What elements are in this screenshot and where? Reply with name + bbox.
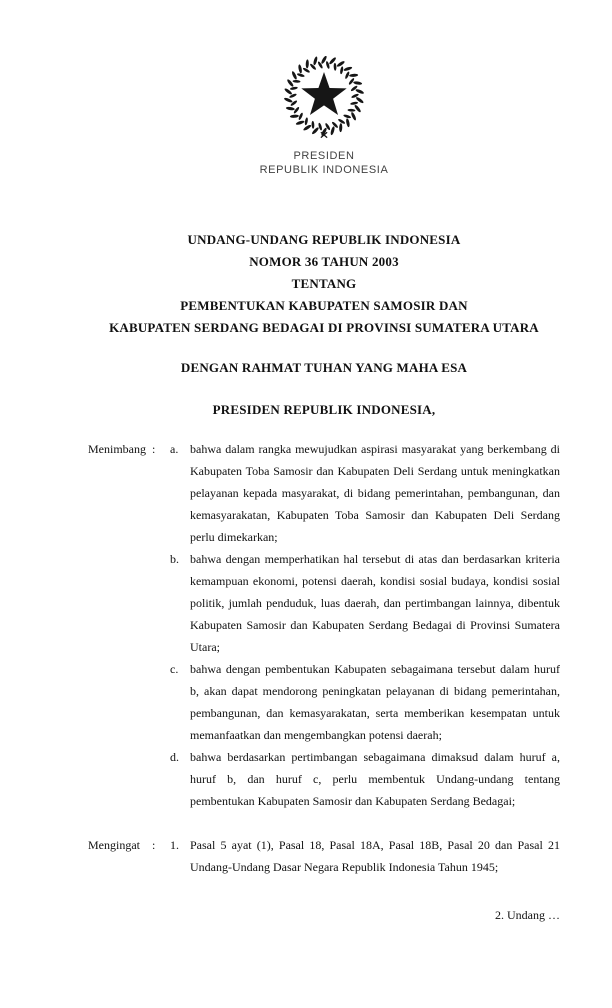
letterhead [88,56,560,177]
item-marker: d. [170,750,179,764]
item-marker: c. [170,662,179,676]
institution-name-line2: REPUBLIK INDONESIA [259,163,389,176]
considering-item-b [88,548,560,658]
item-marker: a. [170,442,179,456]
legal-basis-colon: : [152,838,156,852]
law-subject-line-2: KABUPATEN SERDANG BEDAGAI DI PROVINSI SUMATERA UTARA [109,320,539,335]
considering-item-d [88,746,560,812]
item-text: bahwa dalam rangka mewujudkan aspirasi masyarakat yang berkembang di Kabupaten Toba Samosir dan Kabupaten Deli Serdang untuk meningkatkan pelayanan kepada masyarakat, di bidang pemerintahan, pembangunan, dan kemasyarakatan, Kabupaten Toba Samosir dan Kabupaten Deli Serdang perlu dimekarkan; [190,442,560,544]
law-subject-line-1: PEMBENTUKAN KABUPATEN SAMOSIR DAN [180,298,468,313]
item-text: bahwa dengan memperhatikan hal tersebut di atas dan berdasarkan kriteria kemampuan ekonomi, potensi daerah, kondisi sosial budaya, kondisi sosial politik, jumlah penduduk, luas daerah, dan pertimbangan lainnya, dibentuk Kabupaten Samosir dan Kabupaten Serdang Bedagai di Provinsi Sumatera Utara; [190,552,560,654]
star-wreath-seal-icon [279,56,369,141]
legal-basis-label: Mengingat [88,838,140,852]
item-marker: b. [170,552,179,566]
page-catchword: 2. Undang … [495,908,560,922]
considering-label: Menimbang [88,442,146,456]
considering-section [88,438,560,812]
item-text: Pasal 5 ayat (1), Pasal 18, Pasal 18A, Pasal 18B, Pasal 20 dan Pasal 21 Undang-Undang Dasar Negara Republik Indonesia Tahun 1945; [190,838,560,874]
star-shape [301,72,346,115]
considering-item-c [88,658,560,746]
grace-line: DENGAN RAHMAT TUHAN YANG MAHA ESA [180,360,468,375]
law-title-block [88,229,560,339]
legal-basis-section [88,834,560,878]
institution-name-line1: PRESIDEN [293,150,355,162]
law-title-line: UNDANG-UNDANG REPUBLIK INDONESIA [187,232,461,247]
law-number-line: NOMOR 36 TAHUN 2003 [249,254,399,269]
item-marker: 1. [170,838,179,852]
considering-colon: : [152,442,156,456]
authority-line: PRESIDEN REPUBLIK INDONESIA, [212,402,436,417]
considering-item-a [88,438,560,548]
item-text: bahwa dengan pembentukan Kabupaten sebagaimana tersebut dalam huruf b, akan dapat mendorong peningkatan pelayanan di bidang pemerintahan, pembangunan, dan kemasyarakatan, serta memberikan kesempatan untuk memanfaatkan dan mengembangkan potensi daerah; [190,662,560,742]
law-tentang-line: TENTANG [291,276,357,291]
item-text: bahwa berdasarkan pertimbangan sebagaimana dimaksud dalam huruf a, huruf b, dan huruf c, perlu membentuk Undang-undang tentang pembentukan Kabupaten Samosir dan Kabupaten Serdang Bedagai; [190,750,560,808]
legal-basis-item-1 [88,834,560,878]
